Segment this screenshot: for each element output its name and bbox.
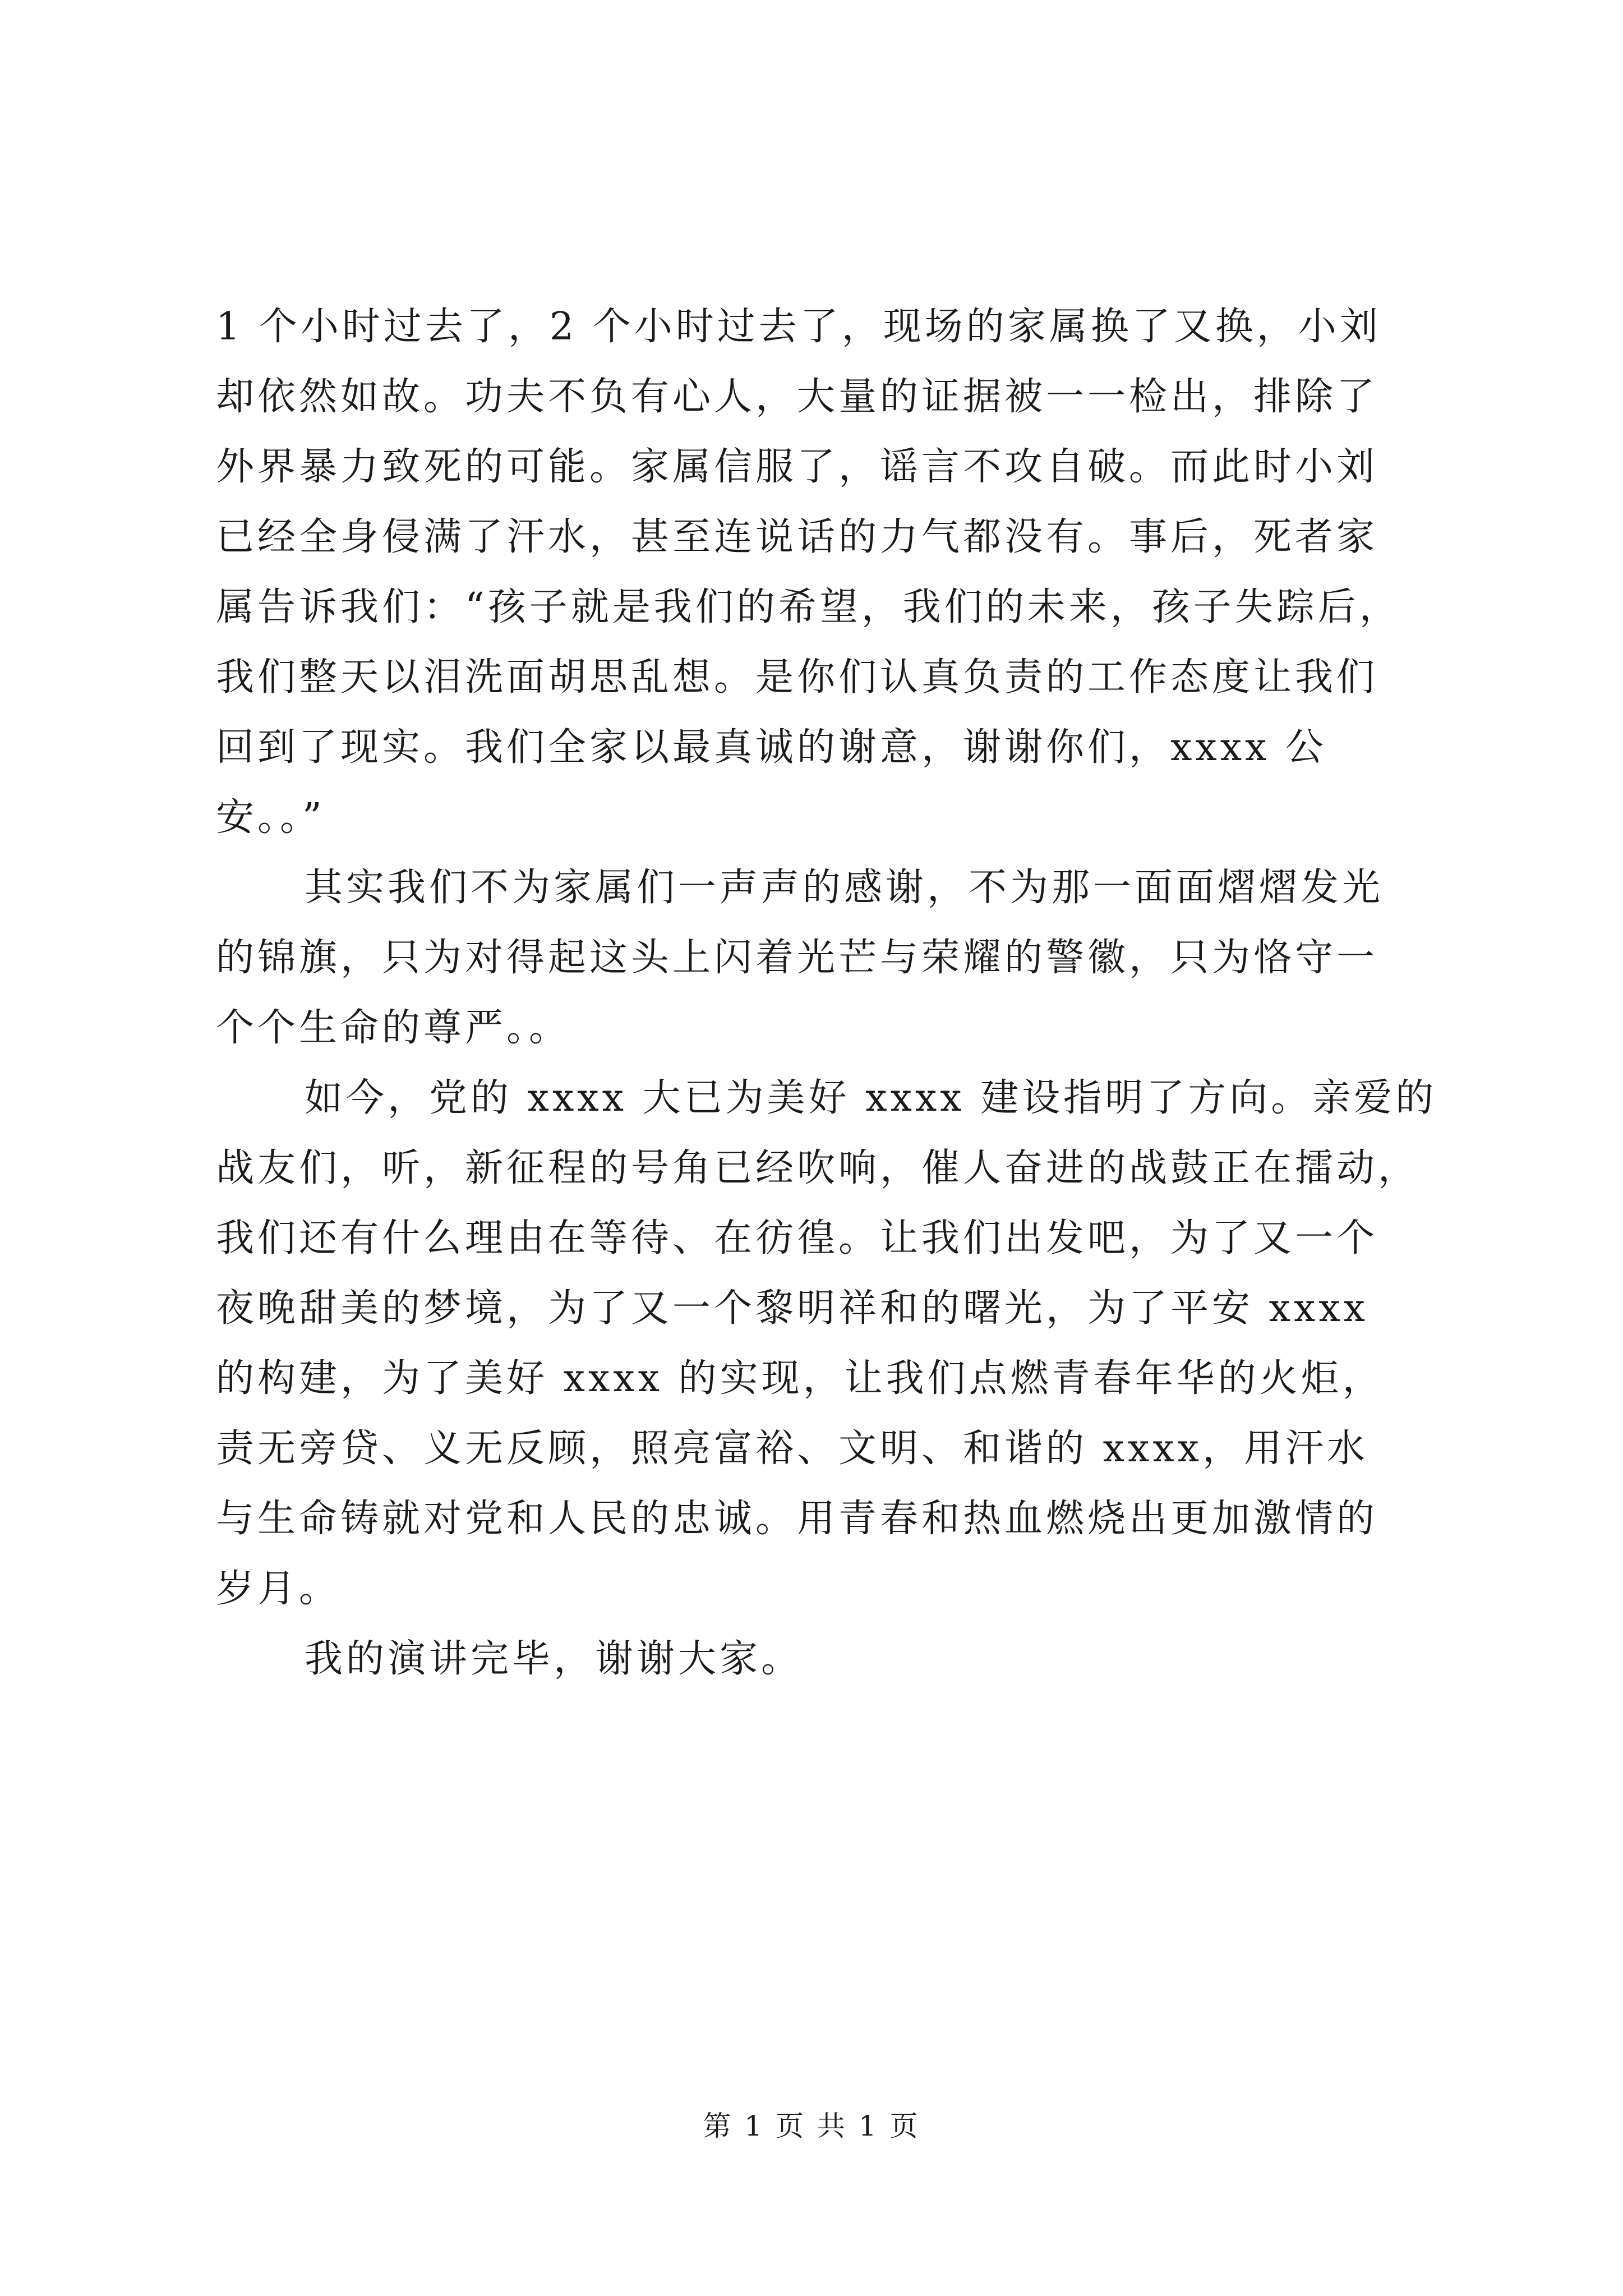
- text-line: 个个生命的尊严。。: [216, 1006, 571, 1050]
- text-line: 我们还有什么理由在等待、在彷徨。让我们出发吧，为了又一个: [216, 1216, 1378, 1260]
- text-line: 夜晚甜美的梦境，为了又一个黎明祥和的曙光，为了平安 xxxx: [216, 1286, 1369, 1331]
- text-line: 却依然如故。功夫不负有心人，大量的证据被一一检出，排除了: [216, 375, 1378, 419]
- paragraph-start-line: 其实我们不为家属们一声声的感谢，不为那一面面熠熠发光: [305, 866, 1384, 910]
- text-line: 与生命铸就对党和人民的忠诚。用青春和热血燃烧出更加激情的: [216, 1497, 1378, 1541]
- text-line: 回到了现实。我们全家以最真诚的谢意，谢谢你们，xxxx 公: [216, 725, 1327, 770]
- text-line: 岁月。: [216, 1567, 341, 1611]
- text-line: 我们整天以泪洗面胡思乱想。是你们认真负责的工作态度让我们: [216, 655, 1378, 700]
- text-line: 的构建，为了美好 xxxx 的实现，让我们点燃青春年华的火炬，: [216, 1356, 1384, 1401]
- page-footer: 第 1 页 共 1 页: [703, 2110, 920, 2142]
- paragraph-start-line: 如今，党的 xxxx 大已为美好 xxxx 建设指明了方向。亲爱的: [305, 1076, 1437, 1120]
- document-body: [216, 292, 1437, 1694]
- text-line: 外界暴力致死的可能。家属信服了，谣言不攻自破。而此时小刘: [216, 445, 1378, 489]
- text-line: 已经全身侵满了汗水，甚至连说话的力气都没有。事后，死者家: [216, 515, 1378, 559]
- text-line: 责无旁贷、义无反顾，照亮富裕、文明、和谐的 xxxx，用汗水: [216, 1427, 1369, 1471]
- text-line: 属告诉我们：“孩子就是我们的希望，我们的未来，孩子失踪后，: [216, 585, 1401, 629]
- paragraph-start-line: 我的演讲完毕，谢谢大家。: [305, 1637, 803, 1681]
- text-line: 的锦旗，只为对得起这头上闪着光芒与荣耀的警徽，只为恪守一: [216, 936, 1378, 980]
- text-line: 安。。”: [216, 795, 325, 840]
- text-line: 战友们，听，新征程的号角已经吹响，催人奋进的战鼓正在擂动，: [216, 1146, 1420, 1190]
- text-line: 1 个小时过去了，2 个小时过去了，现场的家属换了又换，小刘: [216, 305, 1381, 349]
